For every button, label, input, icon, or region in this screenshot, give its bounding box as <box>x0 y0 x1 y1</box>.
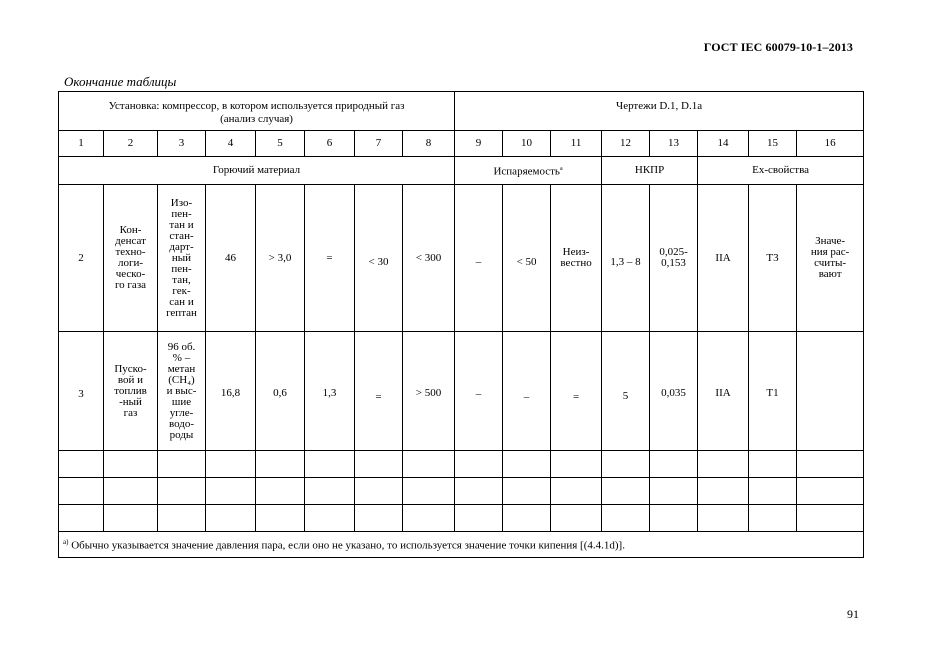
col-num-10: 10 <box>503 131 551 157</box>
footnote-row <box>59 532 864 558</box>
empty-row <box>59 505 864 532</box>
col-num-11: 11 <box>551 131 602 157</box>
installation-cell <box>59 92 455 131</box>
footnote-mark: а) <box>63 538 69 547</box>
cell-row3-c16 <box>797 332 864 451</box>
drawings-cell: Чертежи D.1, D.1a <box>455 92 864 131</box>
cell-row2-c16-text: Значе- ния рас- считы- вают <box>810 235 850 280</box>
table-caption: Окончание таблицы <box>64 74 177 89</box>
cell-row3-c3 <box>158 332 206 451</box>
group-flammable: Горючий материал <box>59 157 455 185</box>
cell-row2-c13 <box>650 185 698 332</box>
cell-row3-c15: T1 <box>749 332 797 451</box>
cell-row2-c2-text: Кон- денсат техно- логи- ческо- го газа <box>114 224 147 291</box>
col-num-5: 5 <box>256 131 305 157</box>
col-num-12: 12 <box>602 131 650 157</box>
footnote-text: Обычно указывается значение давления пара, если оно не указано, то используется значение точки кипения [(4.4.1d)]. <box>68 539 625 552</box>
cell-row2-c15: T3 <box>749 185 797 332</box>
header-row-installation <box>59 92 864 131</box>
group-volatility-label: Испаряемость <box>493 165 560 178</box>
col-num-15: 15 <box>749 131 797 157</box>
empty-row <box>59 478 864 505</box>
cell-row2-c7: < 30 <box>355 185 403 332</box>
cell-row3-c13: 0,035 <box>650 332 698 451</box>
cell-row3-c1: 3 <box>59 332 104 451</box>
cell-row2-c4: 46 <box>206 185 256 332</box>
col-num-1: 1 <box>59 131 104 157</box>
cell-row2-c9: – <box>455 185 503 332</box>
cell-row3-c5: 0,6 <box>256 332 305 451</box>
cell-row3-c8: > 500 <box>403 332 455 451</box>
cell-row2-c13-text: 0,025- 0,153 <box>659 246 688 269</box>
empty-row <box>59 451 864 478</box>
cell-row3-c12: 5 <box>602 332 650 451</box>
col-num-9: 9 <box>455 131 503 157</box>
group-lfl: НКПР <box>602 157 698 185</box>
cell-row2-c14: IIA <box>698 185 749 332</box>
cell-row2-c16 <box>797 185 864 332</box>
cell-row2-c10: < 50 <box>503 185 551 332</box>
table-row <box>59 332 864 451</box>
cell-row2-c3 <box>158 185 206 332</box>
col-num-2: 2 <box>104 131 158 157</box>
group-volatility-mark: а <box>559 165 563 172</box>
cell-row3-c10: – <box>503 332 551 451</box>
col-num-16: 16 <box>797 131 864 157</box>
cell-row2-c2 <box>104 185 158 332</box>
cell-row2-c5: > 3,0 <box>256 185 305 332</box>
cell-row2-c6: = <box>305 185 355 332</box>
cell-row3-c11: = <box>551 332 602 451</box>
cell-row2-c8: < 300 <box>403 185 455 332</box>
installation-text: Установка: компрессор, в котором используется природный газ (анализ случая) <box>108 100 405 125</box>
page-number: 91 <box>847 607 859 621</box>
cell-row3-c7: = <box>355 332 403 451</box>
col-num-6: 6 <box>305 131 355 157</box>
cell-row2-c12: 1,3 – 8 <box>602 185 650 332</box>
document-code: ГОСТ IEC 60079-10-1–2013 <box>703 40 853 54</box>
cell-row2-c11-text: Неиз- вестно <box>560 246 592 269</box>
cell-row2-c11 <box>551 185 602 332</box>
cell-row2-c3-text: Изо- пен- тан и стан- дарт- ный пен- тан, гек- сан и гептан <box>166 196 197 319</box>
cell-row3-c2-text: Пуско- вой и топлив -ный газ <box>114 362 147 419</box>
group-ex: Ex-свойства <box>698 157 864 185</box>
cell-row3-c2 <box>104 332 158 451</box>
col-num-3: 3 <box>158 131 206 157</box>
col-num-8: 8 <box>403 131 455 157</box>
cell-row2-c1: 2 <box>59 185 104 332</box>
cell-row3-c14: IIA <box>698 332 749 451</box>
col-num-7: 7 <box>355 131 403 157</box>
cell-row3-c3-text: 96 об. % – метан (CH₄) и выс- шие угле- водо- роды <box>166 340 197 441</box>
cell-row3-c4: 16,8 <box>206 332 256 451</box>
cell-row3-c6: 1,3 <box>305 332 355 451</box>
group-header-row <box>59 157 864 185</box>
col-num-4: 4 <box>206 131 256 157</box>
cell-row3-c9: – <box>455 332 503 451</box>
footnote-cell <box>59 532 864 558</box>
col-num-13: 13 <box>650 131 698 157</box>
column-number-row <box>59 131 864 157</box>
table-row <box>59 185 864 332</box>
col-num-14: 14 <box>698 131 749 157</box>
data-table <box>58 91 864 558</box>
group-volatility <box>455 157 602 185</box>
